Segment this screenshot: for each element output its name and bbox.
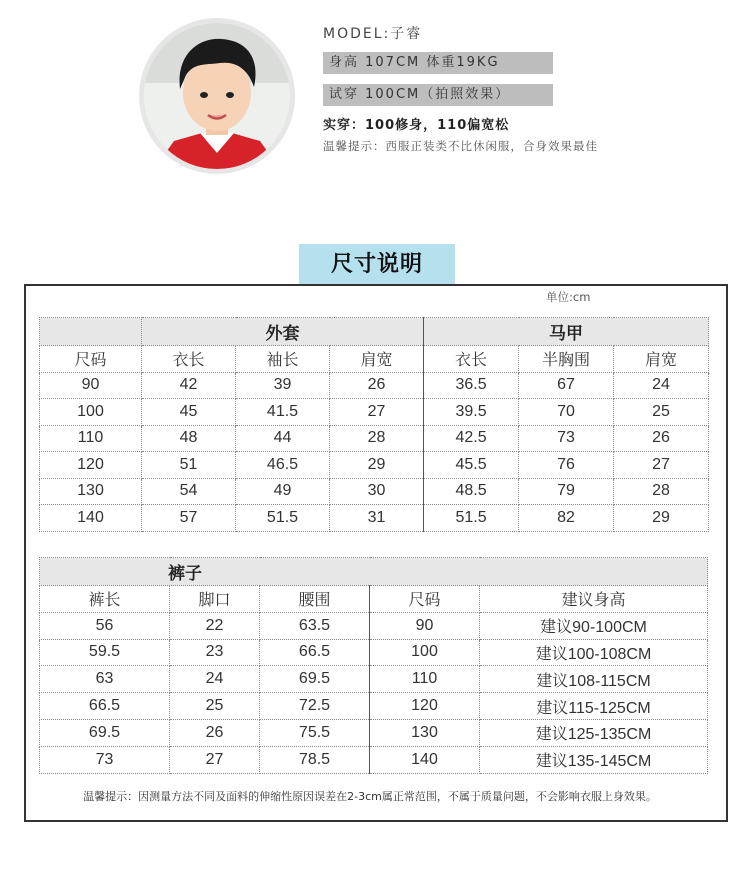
table-row xyxy=(40,399,709,426)
col-header: 衣长 xyxy=(142,346,236,373)
table-cell: 63.5 xyxy=(260,612,370,639)
table-cell: 48 xyxy=(142,425,236,452)
table-cell: 66.5 xyxy=(40,693,170,720)
height-cell: 建议90-100CM xyxy=(480,612,708,639)
table-cell: 27 xyxy=(330,399,424,426)
size-cell: 90 xyxy=(40,372,142,399)
group-vest: 马甲 xyxy=(424,318,709,346)
table-cell: 79 xyxy=(519,478,614,505)
table-cell: 82 xyxy=(519,505,614,532)
table-row xyxy=(40,425,709,452)
table-cell: 27 xyxy=(170,746,260,773)
table-row xyxy=(40,746,708,773)
table-cell: 48.5 xyxy=(424,478,519,505)
table-cell: 46.5 xyxy=(236,452,330,479)
table-cell: 26 xyxy=(330,372,424,399)
height-cell: 建议135-145CM xyxy=(480,746,708,773)
pants-height-table xyxy=(39,557,708,774)
model-name: MODEL:子睿 xyxy=(323,26,423,42)
size-cell: 100 xyxy=(40,399,142,426)
height-cell: 建议100-108CM xyxy=(480,639,708,666)
size-cell: 110 xyxy=(370,666,480,693)
col-header: 建议身高 xyxy=(480,586,708,613)
table-cell: 28 xyxy=(614,478,709,505)
table-cell: 25 xyxy=(614,399,709,426)
table-cell: 70 xyxy=(519,399,614,426)
table-row xyxy=(40,666,708,693)
table-cell: 69.5 xyxy=(260,666,370,693)
table-cell: 30 xyxy=(330,478,424,505)
table-row xyxy=(40,452,709,479)
size-cell: 110 xyxy=(40,425,142,452)
size-cell: 120 xyxy=(370,693,480,720)
size-cell: 120 xyxy=(40,452,142,479)
jacket-vest-table xyxy=(39,317,709,532)
table-cell: 29 xyxy=(614,505,709,532)
table-cell: 24 xyxy=(614,372,709,399)
table-cell: 51.5 xyxy=(236,505,330,532)
table-cell: 51.5 xyxy=(424,505,519,532)
group-jacket: 外套 xyxy=(142,318,424,346)
unit-label: 单位:cm xyxy=(546,290,591,304)
table-cell: 76 xyxy=(519,452,614,479)
table-cell: 51 xyxy=(142,452,236,479)
table-cell: 22 xyxy=(170,612,260,639)
table-cell: 56 xyxy=(40,612,170,639)
table-cell: 23 xyxy=(170,639,260,666)
col-header: 脚口 xyxy=(170,586,260,613)
col-header: 腰围 xyxy=(260,586,370,613)
table-cell: 75.5 xyxy=(260,719,370,746)
header-blank xyxy=(40,318,142,346)
col-header: 衣长 xyxy=(424,346,519,373)
size-cell: 100 xyxy=(370,639,480,666)
table-cell: 66.5 xyxy=(260,639,370,666)
group-pants: 裤子 xyxy=(40,558,708,586)
col-header: 袖长 xyxy=(236,346,330,373)
size-cell: 130 xyxy=(370,719,480,746)
height-cell: 建议115-125CM xyxy=(480,693,708,720)
table-cell: 26 xyxy=(170,719,260,746)
table-cell: 29 xyxy=(330,452,424,479)
col-header: 裤长 xyxy=(40,586,170,613)
model-photo xyxy=(139,18,295,174)
table-cell: 39 xyxy=(236,372,330,399)
table-cell: 26 xyxy=(614,425,709,452)
table-cell: 72.5 xyxy=(260,693,370,720)
table-cell: 39.5 xyxy=(424,399,519,426)
col-header: 肩宽 xyxy=(330,346,424,373)
table-cell: 73 xyxy=(519,425,614,452)
size-cell: 130 xyxy=(40,478,142,505)
model-stats: 身高 107CM 体重19KG xyxy=(323,52,553,74)
size-chart-title: 尺寸说明 xyxy=(299,244,455,284)
size-cell: 140 xyxy=(40,505,142,532)
table-cell: 36.5 xyxy=(424,372,519,399)
table-cell: 59.5 xyxy=(40,639,170,666)
table-cell: 67 xyxy=(519,372,614,399)
table-cell: 63 xyxy=(40,666,170,693)
table-cell: 78.5 xyxy=(260,746,370,773)
table-cell: 42.5 xyxy=(424,425,519,452)
table-cell: 42 xyxy=(142,372,236,399)
table-cell: 28 xyxy=(330,425,424,452)
table-row xyxy=(40,478,709,505)
table-cell: 44 xyxy=(236,425,330,452)
table-cell: 45 xyxy=(142,399,236,426)
table-row xyxy=(40,693,708,720)
size-cell: 90 xyxy=(370,612,480,639)
model-info xyxy=(323,22,723,154)
table-cell: 54 xyxy=(142,478,236,505)
col-header: 尺码 xyxy=(40,346,142,373)
table-row xyxy=(40,372,709,399)
table-row xyxy=(40,612,708,639)
height-cell: 建议125-135CM xyxy=(480,719,708,746)
model-tip: 温馨提示：西服正装类不比休闲服，合身效果最佳 xyxy=(323,139,598,153)
table-cell: 45.5 xyxy=(424,452,519,479)
model-tried-size: 试穿 100CM（拍照效果） xyxy=(323,84,553,106)
col-header: 尺码 xyxy=(370,586,480,613)
size-cell: 140 xyxy=(370,746,480,773)
col-header: 半胸围 xyxy=(519,346,614,373)
footer-note: 温馨提示：因测量方法不同及面料的伸缩性原因误差在2-3cm属正常范围，不属于质量问题，不会影响衣服上身效果。 xyxy=(83,790,657,803)
col-header: 肩宽 xyxy=(614,346,709,373)
table-cell: 57 xyxy=(142,505,236,532)
table-cell: 31 xyxy=(330,505,424,532)
table-row xyxy=(40,505,709,532)
table-cell: 41.5 xyxy=(236,399,330,426)
model-fit: 实穿：100修身，110偏宽松 xyxy=(323,118,510,133)
table-row xyxy=(40,719,708,746)
table-row xyxy=(40,639,708,666)
height-cell: 建议108-115CM xyxy=(480,666,708,693)
table-cell: 25 xyxy=(170,693,260,720)
table-cell: 49 xyxy=(236,478,330,505)
table-cell: 69.5 xyxy=(40,719,170,746)
table-cell: 24 xyxy=(170,666,260,693)
table-cell: 27 xyxy=(614,452,709,479)
table-cell: 73 xyxy=(40,746,170,773)
